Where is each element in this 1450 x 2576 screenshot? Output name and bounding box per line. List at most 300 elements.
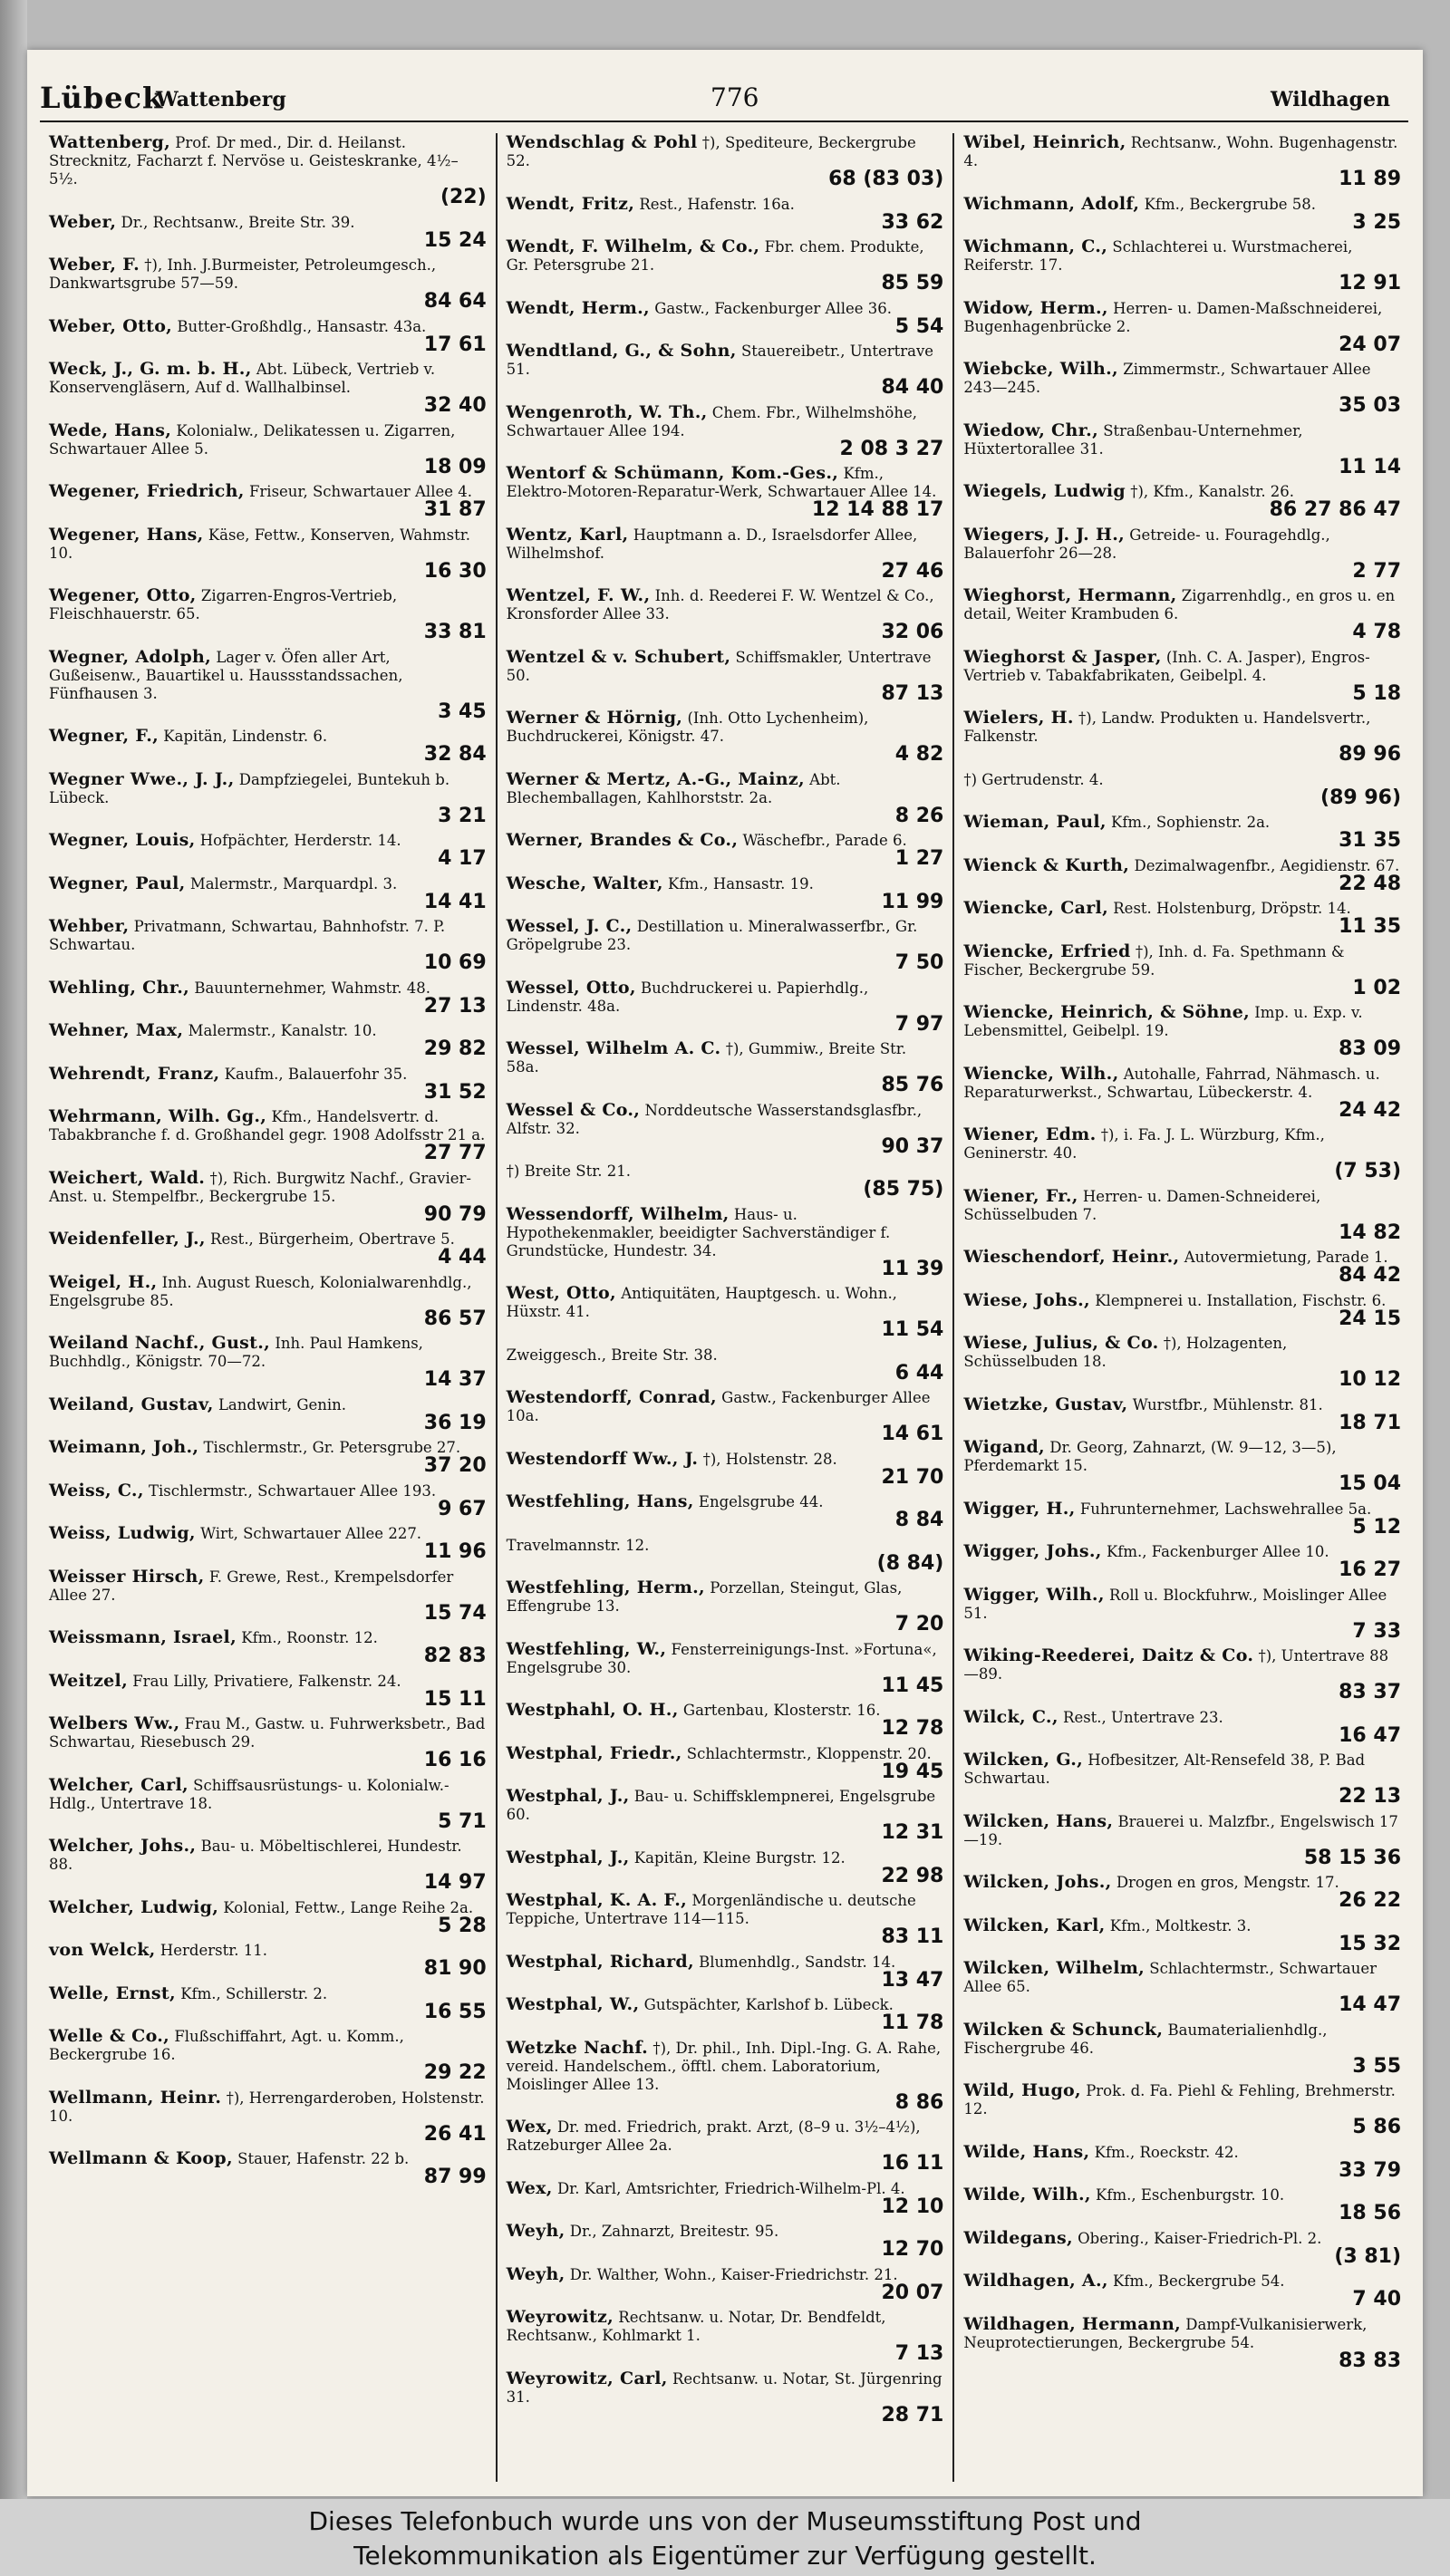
entry-details: Malermstr., Marquardpl. 3.	[189, 874, 398, 892]
entry-details: Haus- u. Hypothekenmakler, beeidigter Sachverständiger f. Grundstücke, Hundestr. 34.	[506, 1205, 891, 1259]
phone-number: 11 54	[881, 1318, 944, 1341]
entry-text	[49, 874, 487, 893]
entry-details: Travelmannstr. 12.	[506, 1536, 650, 1554]
entry-details: Zigarren-Engros-Vertrieb, Fleischhauerstr. 65.	[49, 587, 398, 622]
entry-name: Wendt, Herm.,	[506, 297, 650, 318]
entry-details: Dezimalwagenfbr., Aegidienstr. 67.	[1134, 856, 1400, 874]
entry-details: Obering., Kaiser-Friedrich-Pl. 2.	[1078, 2229, 1322, 2247]
directory-entry	[963, 1873, 1401, 1911]
phone-number: 90 79	[423, 1202, 487, 1226]
entry-phone-row	[507, 437, 944, 460]
entry-phone-row	[963, 623, 1401, 642]
entry-phone-row	[963, 559, 1402, 583]
entry-phone-row	[49, 498, 487, 521]
phone-number: 24 15	[1339, 1307, 1402, 1330]
entry-text	[963, 1916, 1401, 1935]
entry-name: Wendt, F. Wilhelm, & Co.,	[506, 236, 760, 256]
entry-text	[49, 317, 487, 336]
entry-text	[963, 1708, 1401, 1727]
entry-phone-row	[49, 1080, 487, 1104]
phone-number: 11 96	[423, 1540, 487, 1563]
entry-phone-row	[507, 1674, 944, 1697]
entry-name: Wessel, Otto,	[506, 977, 636, 998]
entry-details: Herderstr. 11.	[160, 1942, 268, 1959]
entry-details: Bauunternehmer, Wahmstr. 48.	[194, 979, 431, 997]
phone-number: 7 33	[1352, 1619, 1402, 1643]
directory-entry	[507, 133, 944, 189]
entry-phone-row	[507, 1012, 944, 1036]
entry-name: Weyrowitz, Carl,	[506, 2368, 668, 2388]
phone-number: 24 42	[1339, 1098, 1402, 1122]
phone-number: 4 82	[894, 743, 944, 766]
entry-phone-row	[963, 2054, 1402, 2078]
directory-entry	[507, 2308, 944, 2364]
entry-name: Wessel & Co.,	[506, 1099, 641, 1120]
entry-phone-row	[507, 2090, 944, 2114]
directory-entry	[507, 2179, 944, 2217]
phone-number: (3 81)	[1334, 2244, 1402, 2268]
entry-phone-row	[49, 1246, 487, 1269]
scan-left-edge	[0, 0, 27, 2501]
entry-phone-row	[49, 1957, 487, 1980]
entry-phone-row	[507, 1178, 944, 1201]
entry-name: Wegner, F.,	[49, 726, 160, 746]
directory-entry	[49, 1065, 487, 1103]
page-header	[40, 77, 1408, 122]
column-3	[952, 133, 1410, 2482]
directory-entry	[49, 1334, 487, 1390]
phone-number: 33 81	[423, 621, 487, 643]
entry-details: Kapitän, Kleine Burgstr. 12.	[633, 1848, 846, 1867]
phone-number: 86 27 86 47	[1269, 498, 1402, 521]
entry-phone-row	[963, 1472, 1402, 1495]
directory-entry	[507, 1492, 944, 1530]
entry-name: Wiking-Reederei, Daitz & Co.	[963, 1645, 1254, 1665]
entry-name: Westfehling, Herm.,	[506, 1577, 705, 1597]
directory-entry	[49, 1672, 487, 1710]
entry-name: Wiencke, Carl,	[963, 898, 1108, 918]
directory-entry	[49, 1273, 487, 1329]
phone-number: 83 83	[1339, 2349, 1402, 2372]
directory-entry	[49, 256, 487, 312]
phone-number: 84 64	[423, 290, 487, 313]
entry-phone-row	[49, 1368, 487, 1391]
entry-details: †), Inh. d. Fa. Spethmann & Fischer, Beckergrube 59.	[963, 942, 1345, 979]
entry-details: Norddeutsche Wasserstandsglasfbr., Alfstr. 32.	[506, 1101, 923, 1137]
phone-number: 27 46	[881, 559, 944, 583]
entry-text	[507, 342, 944, 379]
directory-entry	[963, 1438, 1401, 1494]
directory-entry	[963, 1959, 1401, 2015]
directory-entry	[507, 1536, 944, 1574]
phone-number: 21 70	[881, 1465, 944, 1489]
entry-name: Wessendorff, Wilhelm,	[506, 1203, 730, 1224]
entry-text	[963, 1812, 1401, 1849]
entry-name: Westfehling, Hans,	[506, 1491, 694, 1511]
directory-entry	[963, 2021, 1401, 2077]
phone-number: 16 11	[881, 2152, 944, 2175]
directory-entry	[963, 2315, 1401, 2371]
directory-entry	[963, 482, 1401, 520]
entry-phone-row	[49, 1497, 487, 1520]
entry-phone-row	[507, 1318, 944, 1341]
directory-entry	[49, 1898, 487, 1936]
directory-entry	[507, 1995, 944, 2033]
phone-number: 29 82	[423, 1037, 487, 1060]
directory-entry	[507, 648, 944, 704]
phone-number: 84 40	[881, 376, 944, 399]
directory-entry	[963, 1542, 1401, 1580]
entry-details: Dr. Georg, Zahnarzt, (W. 9—12, 3—5), Pferdemarkt 15.	[963, 1439, 1337, 1474]
directory-entry	[507, 2222, 944, 2260]
directory-entry	[963, 195, 1401, 233]
entry-phone-row	[507, 1257, 944, 1280]
entry-details: Getreide- u. Fouragehdlg., Balauerfohr 26—28.	[963, 526, 1330, 562]
entry-phone-row	[963, 1411, 1402, 1434]
directory-entry	[963, 526, 1401, 582]
entry-phone-row	[49, 1914, 487, 1937]
directory-entry	[49, 586, 487, 642]
entry-text	[507, 2118, 944, 2155]
directory-entry	[49, 770, 487, 826]
entry-text	[49, 256, 487, 293]
entry-details: Rest., Hafenstr. 16a.	[639, 195, 795, 213]
phone-number: 84 42	[1339, 1264, 1402, 1287]
directory-entry	[49, 727, 487, 765]
entry-text	[507, 648, 944, 685]
footer-line-2: Telekommunikation als Eigentümer zur Verfügung gestellt.	[353, 2541, 1097, 2571]
entry-name: Wildhagen, Hermann,	[963, 2313, 1182, 2334]
entry-name: Wilcken, Johs.,	[963, 1872, 1112, 1892]
entry-phone-row	[963, 333, 1402, 356]
entry-text	[507, 133, 944, 170]
entry-phone-row	[963, 2202, 1402, 2224]
directory-entry	[507, 979, 944, 1035]
entry-name: Wilde, Wilh.,	[963, 2185, 1091, 2205]
entry-name: Wilcken & Schunck,	[963, 2019, 1164, 2040]
entry-phone-row	[49, 290, 487, 313]
entry-phone-row	[49, 188, 487, 207]
entry-text	[507, 2308, 944, 2345]
header-first-entry: Wattenberg	[156, 88, 286, 111]
entry-text	[507, 195, 944, 214]
directory-entry	[963, 237, 1401, 294]
phone-number: 24 07	[1339, 333, 1402, 356]
phone-number: 10 12	[1339, 1368, 1402, 1391]
phone-number: 2 08 3 27	[839, 437, 944, 460]
entry-phone-row	[963, 498, 1402, 521]
entry-phone-row	[507, 1425, 944, 1444]
entry-phone-row	[507, 2403, 944, 2426]
entry-phone-row	[963, 455, 1402, 478]
entry-phone-row	[963, 1307, 1402, 1330]
directory-entry	[49, 1021, 487, 1059]
phone-number: 3 21	[438, 804, 487, 827]
phone-number: 85 59	[881, 272, 944, 294]
directory-entry	[507, 464, 944, 520]
entry-details: Schlachtermstr., Schwartauer Allee 65.	[963, 1960, 1378, 1995]
entry-name: Weber, Otto,	[49, 315, 173, 336]
entry-phone-row	[49, 333, 487, 356]
entry-text	[49, 1169, 487, 1206]
entry-text	[507, 403, 944, 440]
entry-details: Kolonial, Fettw., Lange Reihe 2a.	[223, 1898, 474, 1916]
entry-name: Wex,	[506, 2117, 553, 2137]
entry-text	[49, 2149, 487, 2168]
phone-number: 32 84	[423, 743, 487, 766]
directory-entry	[507, 1578, 944, 1635]
entry-text	[963, 133, 1401, 170]
entry-details: Herren- u. Damen-Maßschneiderei, Bugenhagenbrücke 2.	[963, 299, 1383, 335]
entry-details: Gutspächter, Karlshof b. Lübeck.	[643, 1996, 894, 2013]
directory-entry	[963, 709, 1401, 765]
entry-details: Kfm., Handelsvertr. d. Tabakbranche f. d. Großhandel gegr. 1908 Adolfsstr 21 a.	[49, 1108, 486, 1143]
entry-details: †), i. Fa. J. L. Würzburg, Kfm., Geninerstr. 40.	[963, 1126, 1325, 1162]
entry-details: †), Inh. J.Burmeister, Petroleumgesch., Dankwartsgrube 57—59.	[49, 256, 437, 292]
phone-number: 31 87	[423, 498, 487, 521]
directory-entry	[507, 403, 944, 459]
phone-number: 28 71	[881, 2403, 944, 2426]
phone-number: 7 97	[894, 1012, 944, 1036]
phone-number: 12 91	[1339, 272, 1402, 294]
entry-text	[49, 979, 487, 998]
phone-number: 22 13	[1339, 1785, 1402, 1808]
entry-details: Zigarrenhdlg., en gros u. en detail, Weiter Krambuden 6.	[963, 587, 1396, 622]
entry-name: Weimann, Joh.,	[49, 1437, 199, 1457]
phone-number: 32 40	[423, 394, 487, 417]
directory-entry	[507, 1205, 944, 1279]
entry-details: Tischlermstr., Gr. Petersgrube 27.	[203, 1439, 461, 1456]
entry-details: (Inh. Otto Lychenheim), Buchdruckerei, Königstr. 47.	[506, 709, 869, 745]
phone-number: 19 45	[881, 1760, 944, 1783]
entry-text	[49, 1438, 487, 1457]
entry-name: Wetzke Nachf.	[506, 2037, 649, 2058]
entry-name: Weyrowitz,	[506, 2307, 614, 2327]
directory-entry	[963, 2081, 1401, 2137]
entry-details: Kfm., Beckergrube 54.	[1113, 2272, 1285, 2290]
entry-text	[963, 813, 1401, 832]
phone-number: 11 45	[881, 1674, 944, 1697]
entry-name: Wienck & Kurth,	[963, 854, 1130, 875]
entry-text	[49, 1984, 487, 2003]
phone-number: (22)	[440, 186, 487, 208]
entry-details: Hauptmann a. D., Israelsdorfer Allee, Wilhelmshof.	[506, 526, 918, 562]
phone-number: 13 47	[881, 1968, 944, 1992]
entry-text	[507, 2179, 944, 2198]
directory-entry	[507, 1701, 944, 1739]
entry-details: †), Herrengarderoben, Holstenstr. 10.	[49, 2089, 485, 2125]
entry-name: Wendtland, G., & Sohn,	[506, 341, 737, 361]
directory-entry	[507, 342, 944, 398]
directory-entry	[49, 482, 487, 520]
entry-details: Flußschiffahrt, Agt. u. Komm., Beckergrube 16.	[49, 2028, 404, 2063]
phone-number: 85 76	[881, 1074, 944, 1096]
phone-number: (85 75)	[863, 1178, 944, 1201]
entry-text	[963, 2185, 1401, 2205]
entry-details: Kfm., Fackenburger Allee 10.	[1106, 1543, 1329, 1560]
phone-number: 9 67	[438, 1497, 487, 1520]
entry-details: Gartenbau, Klosterstr. 16.	[682, 1702, 881, 1719]
directory-entry	[963, 1916, 1401, 1954]
entry-name: Welle & Co.,	[49, 2026, 170, 2046]
entry-name: Wex,	[506, 2177, 553, 2198]
entry-phone-row	[963, 1723, 1402, 1747]
entry-text	[963, 2272, 1401, 2291]
entry-details: Bau- u. Schiffsklempnerei, Engelsgrube 60.	[506, 1788, 936, 1823]
entry-details: Rest., Bürgerheim, Obertrave 5.	[210, 1230, 455, 1248]
entry-text	[507, 1787, 944, 1824]
entry-name: Wiegers, J. J. H.,	[963, 524, 1126, 545]
entry-details: Destillation u. Mineralwasserfbr., Gr. Gröpelgrube 23.	[506, 918, 918, 953]
phone-number: 31 35	[1339, 829, 1402, 852]
phone-number: 15 24	[423, 228, 487, 252]
entry-name: Wigand,	[963, 1437, 1045, 1457]
entry-phone-row	[963, 2288, 1402, 2311]
entry-phone-row	[507, 1551, 944, 1575]
entry-details: Prok. d. Fa. Piehl & Fehling, Brehmerstr. 12.	[963, 2082, 1396, 2118]
phone-number: (89 96)	[1320, 786, 1402, 809]
entry-text	[963, 1248, 1401, 1267]
phone-number: 90 37	[881, 1134, 944, 1158]
entry-phone-row	[49, 1454, 487, 1477]
entry-details: Malermstr., Kanalstr. 10.	[188, 1022, 377, 1039]
entry-phone-row	[49, 2000, 487, 2023]
entry-name: Wildegans,	[963, 2227, 1073, 2248]
directory-entry	[963, 299, 1401, 355]
entry-phone-row	[507, 314, 944, 338]
entry-details: †), Kfm., Kanalstr. 26.	[1130, 483, 1295, 500]
entry-name: Werner, Brandes & Co.,	[506, 830, 739, 850]
entry-text	[49, 1021, 487, 1040]
entry-text	[963, 1500, 1401, 1519]
entry-name: Wilcken, Karl,	[963, 1915, 1106, 1935]
directory-entry	[507, 586, 944, 642]
entry-phone-row	[507, 170, 944, 189]
entry-text	[49, 1837, 487, 1874]
entry-name: Weiss, C.,	[49, 1480, 144, 1500]
directory-entry	[49, 1481, 487, 1520]
directory-entry	[963, 1291, 1401, 1329]
entry-text	[507, 1205, 944, 1260]
phone-number: 11 99	[881, 890, 944, 913]
phone-number: 3 45	[438, 699, 487, 723]
entry-name: Wieman, Paul,	[963, 812, 1107, 832]
entry-text	[507, 1953, 944, 1972]
entry-phone-row	[49, 1871, 487, 1894]
entry-name: Welbers Ww.,	[49, 1713, 180, 1733]
entry-name: Wessel, Wilhelm A. C.	[506, 1038, 721, 1058]
entry-text	[507, 1492, 944, 1511]
entry-text	[507, 1848, 944, 1867]
entry-phone-row	[49, 847, 487, 870]
phone-number: 2 77	[1352, 559, 1402, 583]
directory-entry	[963, 586, 1401, 642]
entry-phone-row	[963, 1160, 1402, 1182]
entry-details: Käse, Fettw., Konserven, Wahmstr. 10.	[49, 526, 471, 562]
entry-text	[49, 1107, 487, 1144]
entry-phone-row	[963, 1037, 1402, 1060]
entry-name: Welcher, Ludwig,	[49, 1896, 219, 1917]
phone-number: 68 (83 03)	[828, 168, 944, 190]
entry-details: Dr., Zahnarzt, Breitestr. 95.	[569, 2223, 779, 2240]
entry-details: F. Grewe, Rest., Krempelsdorfer Allee 27.	[49, 1568, 454, 1604]
entry-phone-row	[507, 376, 944, 399]
entry-details: Dampfziegelei, Buntekuh b. Lübeck.	[49, 770, 450, 806]
directory-entry	[507, 237, 944, 294]
entry-phone-row	[49, 1202, 487, 1226]
entry-phone-row	[507, 623, 944, 642]
entry-text	[963, 1751, 1401, 1788]
phone-number: 16 27	[1339, 1558, 1402, 1581]
entry-details: Frau Lilly, Privatiere, Falkenstr. 24.	[132, 1672, 401, 1690]
phone-number: 14 41	[423, 890, 487, 913]
directory-entry	[49, 421, 487, 478]
phone-number: 26 41	[423, 2122, 487, 2146]
phone-number: 22 48	[1339, 872, 1402, 895]
directory-entry	[49, 648, 487, 722]
entry-details: Kapitän, Lindenstr. 6.	[163, 728, 328, 745]
phone-number: 35 03	[1339, 394, 1402, 417]
entry-phone-row	[963, 1681, 1402, 1703]
entry-phone-row	[963, 2158, 1402, 2182]
entry-details: Chem. Fbr., Wilhelmshöhe, Schwartauer Allee 194.	[506, 403, 917, 439]
directory-entry	[49, 1107, 487, 1163]
phone-number: 1 27	[894, 847, 944, 870]
entry-phone-row	[49, 951, 487, 974]
directory-entry	[507, 1450, 944, 1488]
page-number: 776	[710, 82, 759, 112]
entry-text	[507, 1701, 944, 1720]
directory-entry	[49, 979, 487, 1017]
entry-text	[507, 1346, 944, 1365]
phone-number: 5 18	[1352, 681, 1402, 705]
entry-name: Weck, J., G. m. b. H.,	[49, 359, 252, 379]
entry-phone-row	[49, 994, 487, 1018]
entry-text	[507, 299, 944, 318]
phone-number: 1 02	[1352, 976, 1402, 999]
entry-phone-row	[963, 1368, 1402, 1391]
phone-number: 18 71	[1339, 1411, 1402, 1434]
entry-name: Welcher, Johs.,	[49, 1836, 197, 1856]
entry-text	[507, 1039, 944, 1076]
phone-number: 8 86	[894, 2090, 944, 2114]
entry-phone-row	[49, 1601, 487, 1625]
entry-text	[507, 1744, 944, 1763]
phone-number: 12 31	[881, 1821, 944, 1844]
directory-entry	[963, 1187, 1401, 1243]
directory-entry	[49, 1169, 487, 1225]
entry-name: Wiebcke, Wilh.,	[963, 359, 1118, 379]
entry-name: Wehrmann, Wilh. Gg.,	[49, 1106, 267, 1126]
entry-text	[507, 770, 944, 807]
entry-phone-row	[49, 559, 487, 583]
entry-text	[963, 1438, 1401, 1475]
entry-details: Schlachterei u. Wurstmacherei, Reiferstr. 17.	[963, 238, 1353, 274]
entry-text	[49, 1568, 487, 1605]
entry-text	[49, 213, 487, 232]
entry-details: Landwirt, Genin.	[218, 1395, 347, 1413]
entry-text	[49, 133, 487, 188]
phone-number: 82 83	[423, 1645, 487, 1667]
entry-text	[49, 1672, 487, 1691]
entry-phone-row	[963, 976, 1402, 999]
phone-number: 33 79	[1339, 2158, 1402, 2182]
entry-details: Roll u. Blockfuhrw., Moislinger Allee 51.	[963, 1586, 1387, 1622]
entry-name: Welcher, Carl,	[49, 1774, 188, 1795]
entry-details: Stauer, Hafenstr. 22 b.	[237, 2150, 410, 2167]
entry-name: Westphal, J.,	[506, 1786, 630, 1806]
entry-details: Straßenbau-Unternehmer, Hüxtertorallee 31.	[963, 421, 1303, 458]
